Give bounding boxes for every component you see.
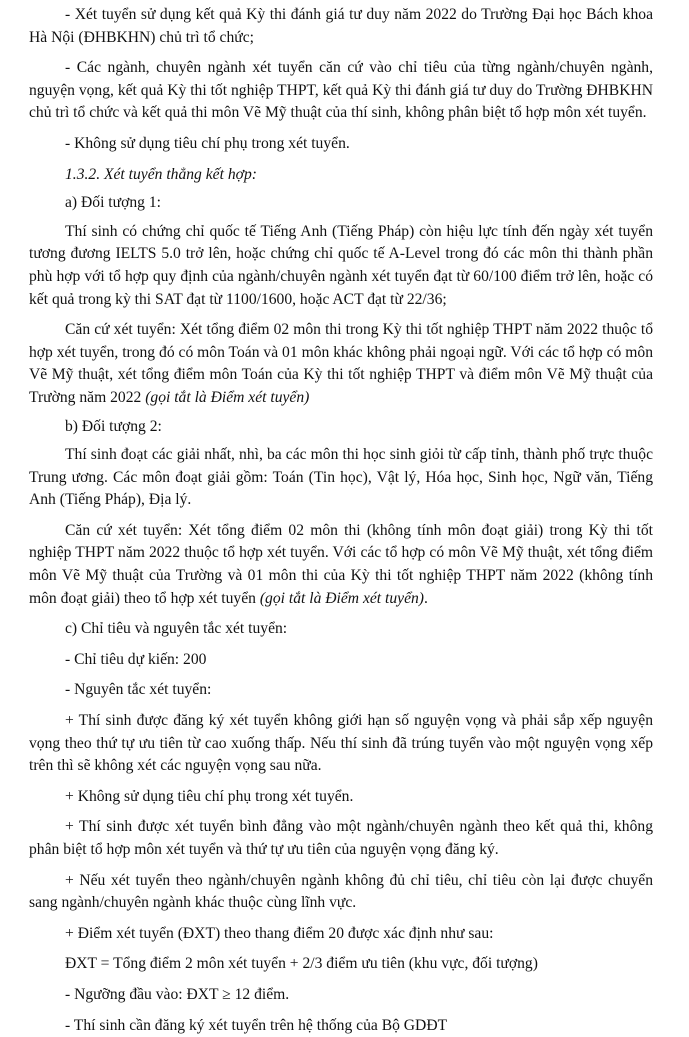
section-heading: 1.3.2. Xét tuyển thẳng kết hợp: [65,165,257,183]
basis-text-2: Căn cứ xét tuyển: Xét tổng điểm 02 môn thi (không tính môn đoạt giải) trong Kỳ thi tốt nghiệp THPT năm 2022 thuộc tổ hợp xét tuyển. Với các tổ hợp có môn Vẽ Mỹ thuật, xét tổng điểm môn Vẽ Mỹ thuật của Trường và 01 môn thi của Kỳ thi tốt nghiệp THPT năm 2022 (không tính môn đoạt giải) theo tổ hợp xét tuyển [29,521,653,607]
paragraph-principles: - Nguyên tắc xét tuyển: [65,681,212,699]
basis-italic-note: (gọi tắt là Điểm xét tuyển) [145,388,310,406]
paragraph-2: - Các ngành, chuyên ngành xét tuyển căn cứ vào chỉ tiêu của từng ngành/chuyên ngành, nguyện vọng, kết quả Kỳ thi tốt nghiệp THPT, kết quả Kỳ thi đánh giá tư duy do Trường ĐHBKHN chủ trì tổ chức và kết quả thi môn Vẽ Mỹ thuật của thí sinh, không phân biệt tổ hợp môn xét tuyển. [29,59,653,122]
formula: ĐXT = Tổng điểm 2 môn xét tuyển + 2/3 điểm ưu tiên (khu vực, đối tượng) [65,955,538,973]
paragraph-group-2-criteria: Thí sinh đoạt các giải nhất, nhì, ba các môn thi học sinh giỏi từ cấp tỉnh, thành phố trực thuộc Trung ương. Các môn đoạt giải gồm: Toán (Tin học), Vật lý, Hóa học, Sinh học, Ngữ văn, Tiếng Anh (Tiếng Pháp), Địa lý. [29,446,653,509]
rule-4: + Nếu xét tuyển theo ngành/chuyên ngành không đủ chỉ tiêu, chỉ tiêu còn lại được chuyển sang ngành/chuyên ngành khác thuộc cùng lĩnh vực. [29,871,653,912]
subheading-quota: c) Chỉ tiêu và nguyên tắc xét tuyển: [65,620,288,638]
rule-5: + Điểm xét tuyển (ĐXT) theo thang điểm 20 được xác định như sau: [65,924,494,942]
paragraph-group-1-basis [29,319,653,409]
threshold: - Ngưỡng đầu vào: ĐXT ≥ 12 điểm. [65,985,290,1003]
paragraph-3: - Không sử dụng tiêu chí phụ trong xét tuyển. [65,134,350,152]
paragraph-1: - Xét tuyển sử dụng kết quả Kỳ thi đánh giá tư duy năm 2022 do Trường Đại học Bách khoa Hà Nội (ĐHBKHN) chủ trì tổ chức; [29,6,653,46]
rule-2: + Không sử dụng tiêu chí phụ trong xét tuyển. [65,787,354,805]
rule-3: + Thí sinh được xét tuyển bình đẳng vào một ngành/chuyên ngành theo kết quả thi, không phân biệt tổ hợp môn xét tuyển và thứ tự ưu tiên của nguyện vọng đăng ký. [29,818,653,858]
basis-italic-note-2: (gọi tắt là Điểm xét tuyển) [259,589,424,607]
paragraph-quota: - Chỉ tiêu dự kiến: 200 [65,650,207,668]
basis-tail-2: . [423,589,428,607]
registration-note: - Thí sinh cần đăng ký xét tuyển trên hệ thống của Bộ GDĐT [65,1016,448,1034]
paragraph-group-1-criteria: Thí sinh có chứng chỉ quốc tế Tiếng Anh (Tiếng Pháp) còn hiệu lực tính đến ngày xét tuyển tương đương IELTS 5.0 trở lên, hoặc chứng chỉ quốc tế A-Level trong đó các môn thi thành phần phù hợp với tổ hợp quy định của ngành/chuyên ngành xét tuyển đạt từ 60/100 điểm trở lên, hoặc có kết quả trong kỳ thi SAT đạt từ 1100/1600, hoặc ACT đạt từ 22/36; [29,222,653,308]
basis-text: Căn cứ xét tuyển: Xét tổng điểm 02 môn thi trong Kỳ thi tốt nghiệp THPT năm 2022 thuộc tổ hợp xét tuyển, trong đó có môn Toán và 01 môn khác không phải ngoại ngữ. Với các tổ hợp có môn Vẽ Mỹ thuật, xét tổng điểm môn Toán của Kỳ thi tốt nghiệp THPT và điểm môn Vẽ Mỹ thuật của Trường năm 2022 [29,321,653,406]
rule-1: + Thí sinh được đăng ký xét tuyển không giới hạn số nguyện vọng và phải sắp xếp nguyện vọng theo thứ tự ưu tiên từ cao xuống thấp. Nếu thí sinh đã trúng tuyển vào một nguyện vọng xếp trên thì sẽ không xét các nguyện vọng sau nữa. [29,712,653,775]
paragraph-group-2-basis [29,520,653,610]
subheading-group-1: a) Đối tượng 1: [65,194,161,212]
subheading-group-2: b) Đối tượng 2: [65,417,162,435]
